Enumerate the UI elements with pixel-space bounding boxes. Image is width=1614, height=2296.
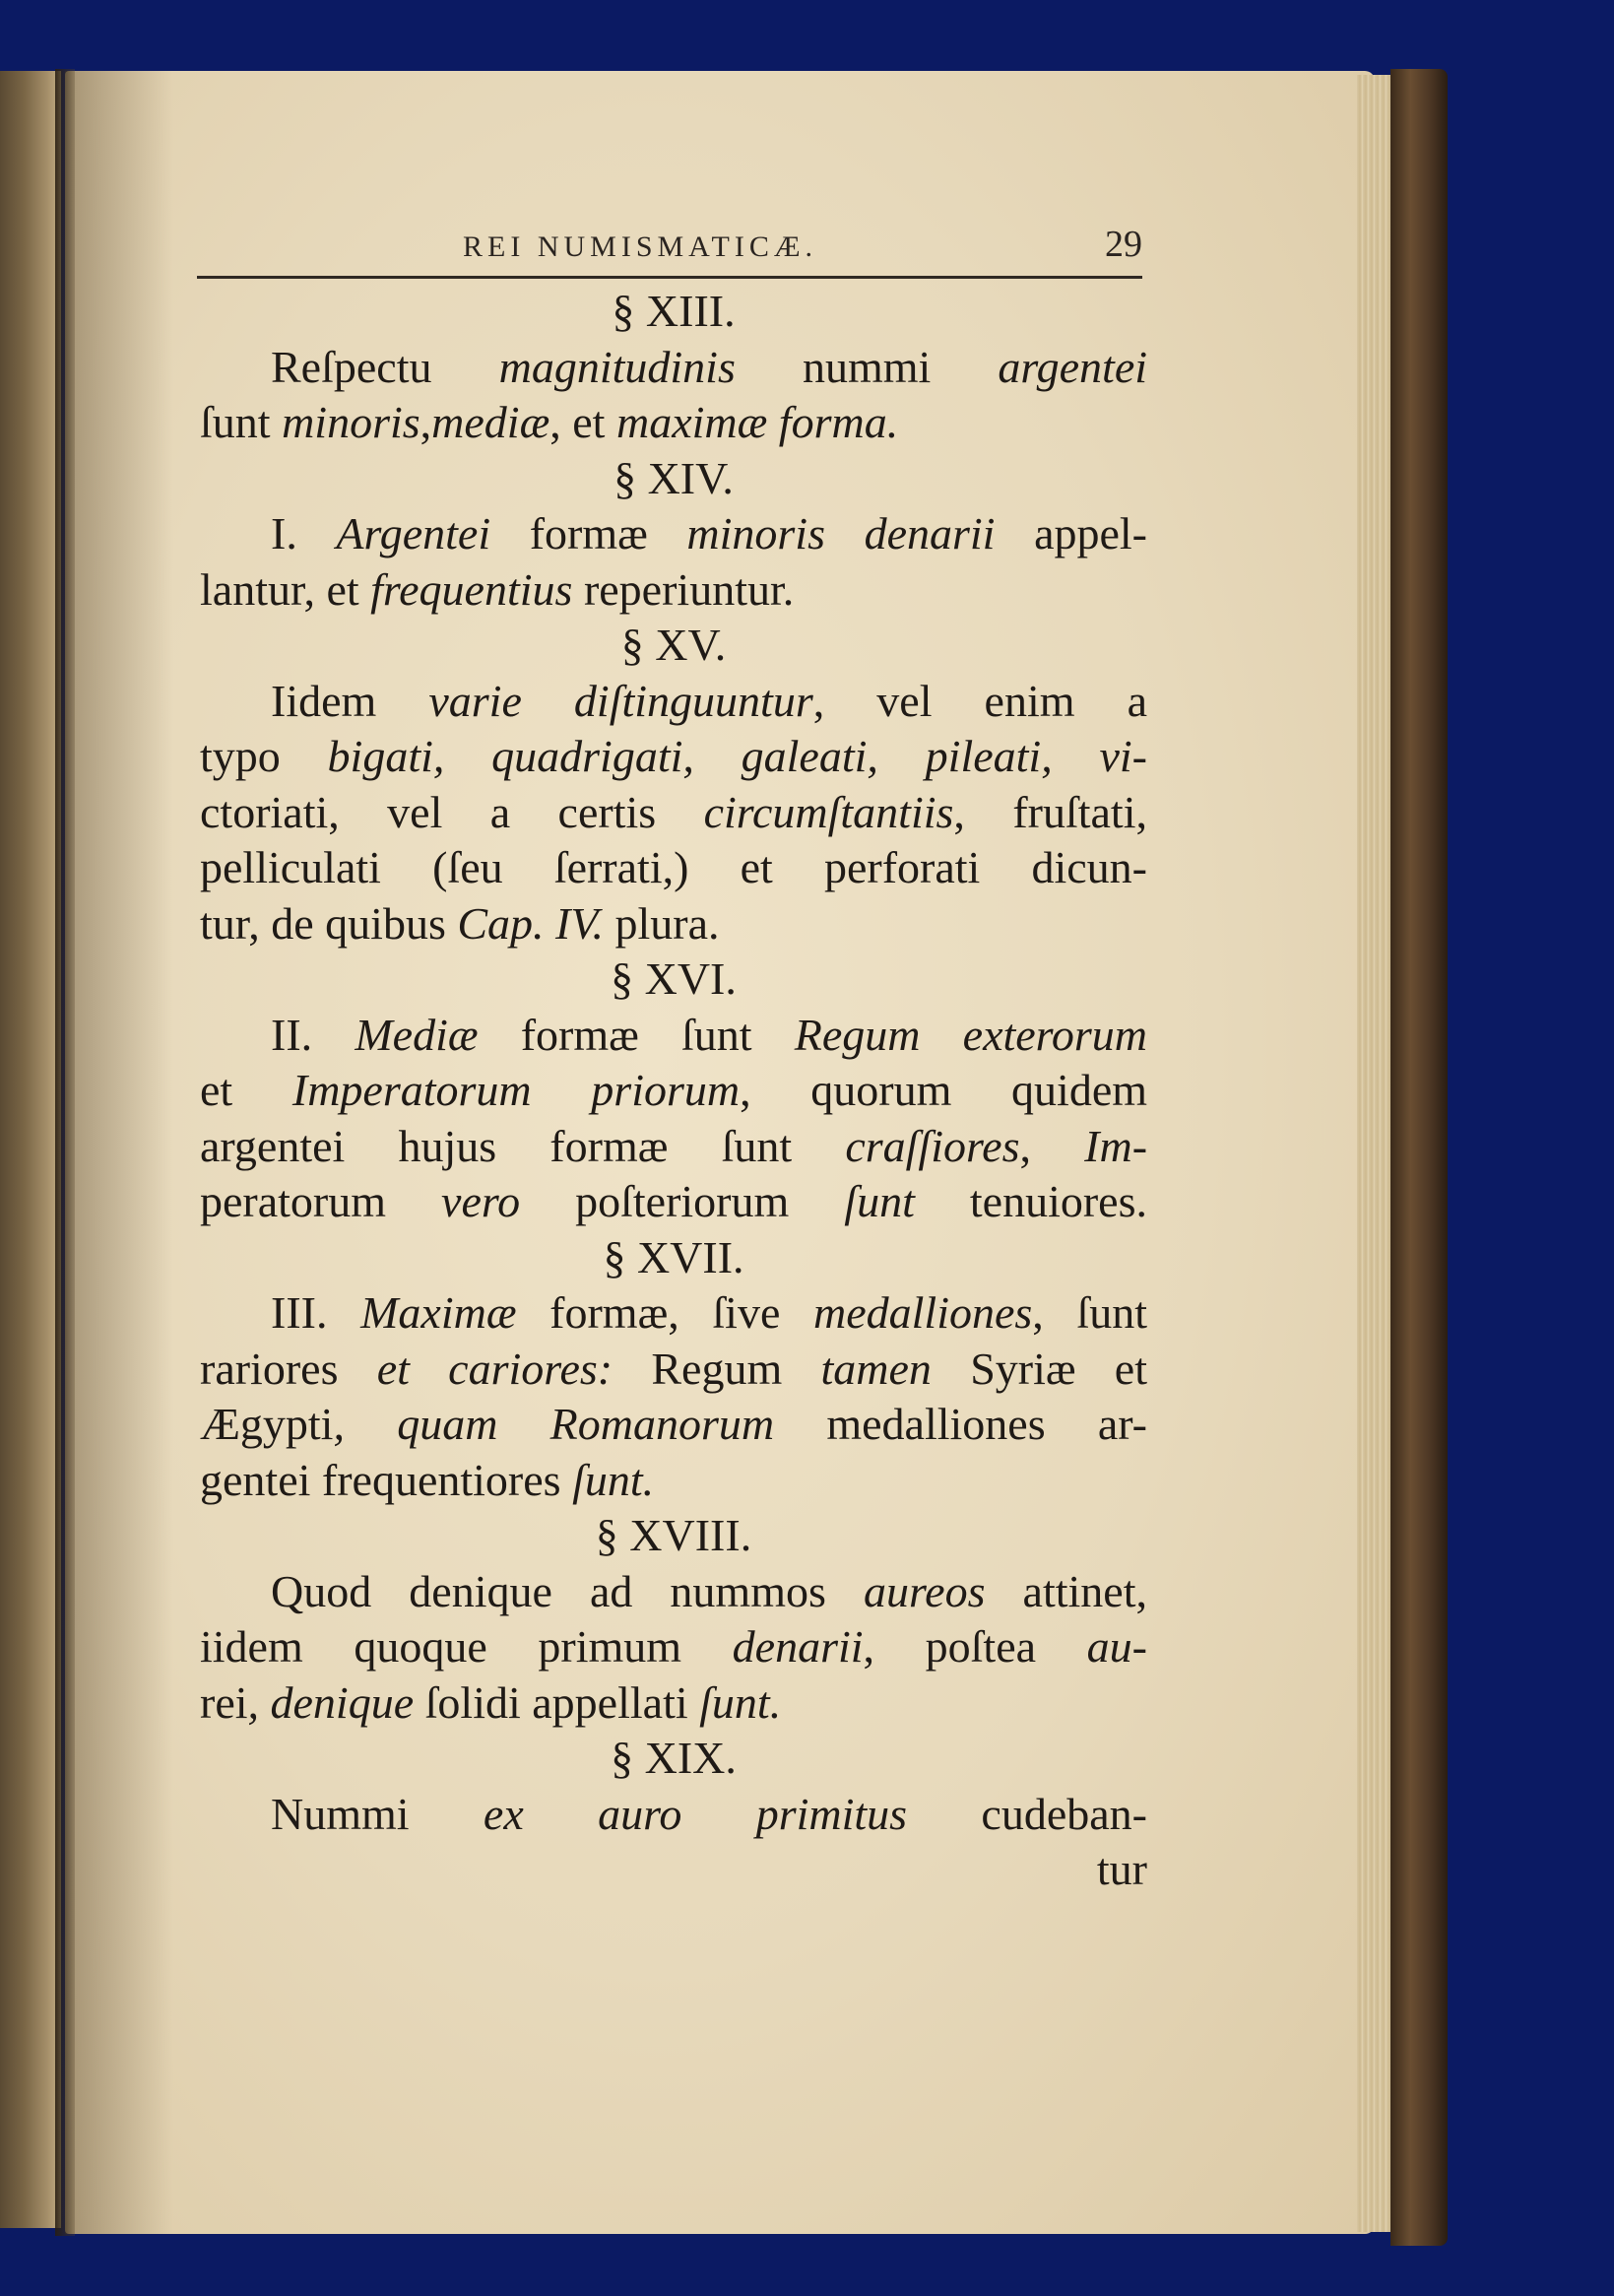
italic-run: varie diſtinguuntur — [428, 675, 813, 726]
page-number: 29 — [1105, 224, 1142, 265]
text-line — [200, 1453, 1147, 1509]
roman-run: Reſpectu — [271, 341, 499, 392]
roman-run: , poſtea — [863, 1621, 1087, 1672]
italic-run: circumſtantiis — [703, 786, 954, 837]
roman-run: reperiuntur. — [572, 563, 795, 615]
roman-run: , vel enim a — [812, 675, 1147, 726]
roman-run: attinet, — [985, 1565, 1147, 1616]
roman-run: Ægypti — [200, 1399, 334, 1449]
text-line — [200, 840, 1147, 896]
italic-run: minoris denarii — [686, 508, 996, 558]
italic-run: magnitudinis — [498, 341, 736, 392]
roman-run: tenuiores. — [969, 1176, 1147, 1226]
italic-run: ſunt. — [687, 1676, 782, 1728]
text-line — [200, 1619, 1147, 1675]
section-heading — [200, 1230, 1147, 1286]
italic-run: Cap. IV. — [457, 897, 605, 949]
italic-run: Argentei — [336, 508, 491, 558]
roman-run: Syriæ et — [970, 1343, 1147, 1394]
section-heading — [200, 951, 1147, 1008]
page-text — [200, 284, 1147, 1898]
roman-run: tur, de quibus — [200, 897, 458, 949]
text-line — [200, 506, 1147, 562]
left-page-edge — [0, 71, 61, 2228]
text-line — [200, 729, 1147, 785]
italic-run: craſſiores — [845, 1120, 1020, 1171]
italic-run: maximæ forma. — [615, 397, 899, 447]
italic-run: Imperatorum priorum — [291, 1065, 741, 1115]
italic-run: mediæ — [431, 397, 550, 447]
roman-run — [681, 1789, 755, 1839]
roman-run: ſunt — [200, 397, 283, 447]
roman-run: formæ ſunt — [478, 1009, 795, 1060]
italic-run: vero — [386, 1176, 576, 1226]
italic-run: ex — [483, 1788, 524, 1839]
italic-run: denarii — [732, 1621, 864, 1672]
roman-run: tur — [1096, 1844, 1147, 1894]
roman-run: appel- — [995, 508, 1147, 558]
italic-run: primitus — [755, 1788, 908, 1839]
roman-run: Nummi — [271, 1788, 484, 1839]
text-line — [200, 1397, 1147, 1453]
section-heading — [200, 1731, 1147, 1787]
italic-run: au- — [1086, 1621, 1147, 1672]
roman-run: Quod denique ad nummos — [271, 1565, 864, 1616]
roman-run: peratorum — [200, 1176, 387, 1226]
italic-run: aureos — [863, 1565, 986, 1616]
italic-run: tamen — [782, 1343, 971, 1394]
roman-run: I. — [271, 508, 337, 558]
italic-run: minoris — [282, 397, 420, 447]
roman-run: § XVIII. — [595, 1510, 752, 1560]
italic-run: ſunt — [789, 1176, 970, 1226]
text-line — [200, 785, 1147, 841]
roman-run: , fruſtati, — [953, 786, 1147, 837]
header-rule — [197, 276, 1142, 279]
roman-run: III. — [271, 1287, 361, 1338]
section-heading — [200, 1508, 1147, 1564]
roman-run: rei — [200, 1676, 248, 1728]
roman-run: lantur, et — [200, 563, 371, 615]
running-title: REI NUMISMATICÆ. — [463, 230, 818, 263]
spine-shadow — [55, 69, 75, 2236]
text-line — [200, 395, 1147, 451]
text-line — [200, 340, 1147, 396]
roman-run: § XV. — [620, 620, 727, 670]
roman-run: formæ — [490, 508, 687, 558]
roman-run: cudeban- — [907, 1788, 1147, 1839]
roman-run: § XIII. — [612, 286, 736, 336]
italic-run: argentei — [998, 341, 1148, 392]
text-line — [200, 1787, 1147, 1843]
roman-run: medalliones ar- — [826, 1399, 1147, 1449]
roman-run: ſolidi appellati — [424, 1676, 688, 1728]
section-heading — [200, 284, 1147, 340]
italic-run: medalliones — [813, 1287, 1033, 1338]
roman-run: II. — [271, 1009, 355, 1060]
text-line — [200, 1174, 1147, 1230]
text-line — [200, 1008, 1147, 1064]
book-cover-edge — [1390, 69, 1448, 2246]
text-line — [200, 1564, 1147, 1620]
italic-run: bigati, quadrigati, galeati, pileati, vi- — [280, 731, 1147, 781]
roman-run: formæ, ſive — [516, 1287, 813, 1338]
text-line — [200, 1119, 1147, 1175]
roman-run: nummi — [735, 341, 999, 392]
text-line — [200, 562, 1147, 619]
roman-run: argentei hujus formæ ſunt — [200, 1120, 846, 1171]
text-line — [200, 896, 1147, 952]
italic-run: Im- — [1084, 1120, 1148, 1171]
roman-run: § XIV. — [613, 452, 734, 503]
section-heading — [200, 451, 1147, 507]
roman-run: § XVI. — [611, 953, 737, 1004]
italic-run: , quam Romanorum — [333, 1399, 827, 1449]
roman-run: , et — [549, 397, 616, 447]
text-line — [200, 1285, 1147, 1342]
roman-run: typo — [200, 731, 281, 781]
roman-run: pelliculati (ſeu ſerrati,) et perforati dicun- — [200, 842, 1147, 892]
roman-run: , quorum quidem — [740, 1065, 1148, 1115]
section-heading — [200, 618, 1147, 674]
roman-run — [524, 1789, 598, 1839]
italic-run: auro — [598, 1788, 682, 1839]
text-line — [200, 674, 1147, 730]
text-line — [200, 1675, 1147, 1732]
roman-run: et — [200, 1065, 292, 1115]
roman-run: , — [1019, 1120, 1085, 1171]
italic-run: ſunt. — [560, 1454, 655, 1505]
roman-run: poſteriorum — [575, 1176, 790, 1226]
running-header — [197, 219, 1142, 278]
italic-run: Regum exterorum — [794, 1009, 1147, 1060]
text-line — [200, 1342, 1147, 1398]
italic-run: , denique — [247, 1676, 425, 1728]
roman-run: ctoriati, vel a certis — [200, 786, 704, 837]
roman-run: rariores — [200, 1343, 339, 1394]
page-gutter-shadow — [65, 71, 173, 2234]
italic-run: frequentius — [370, 563, 573, 615]
roman-run: § XVII. — [603, 1231, 744, 1282]
catchword — [200, 1842, 1147, 1898]
roman-run: Iidem — [271, 675, 429, 726]
roman-run: § XIX. — [611, 1733, 737, 1783]
roman-run: gentei frequentiores — [200, 1454, 561, 1505]
italic-run: et cariores: — [338, 1343, 652, 1394]
roman-run: iidem quoque primum — [200, 1621, 733, 1672]
roman-run: Regum — [651, 1343, 783, 1394]
roman-run: plura. — [604, 897, 720, 949]
italic-run: Mediæ — [355, 1009, 479, 1060]
roman-run: , ſunt — [1032, 1287, 1147, 1338]
roman-run: , — [420, 397, 432, 447]
text-line — [200, 1063, 1147, 1119]
italic-run: Maximæ — [360, 1287, 517, 1338]
